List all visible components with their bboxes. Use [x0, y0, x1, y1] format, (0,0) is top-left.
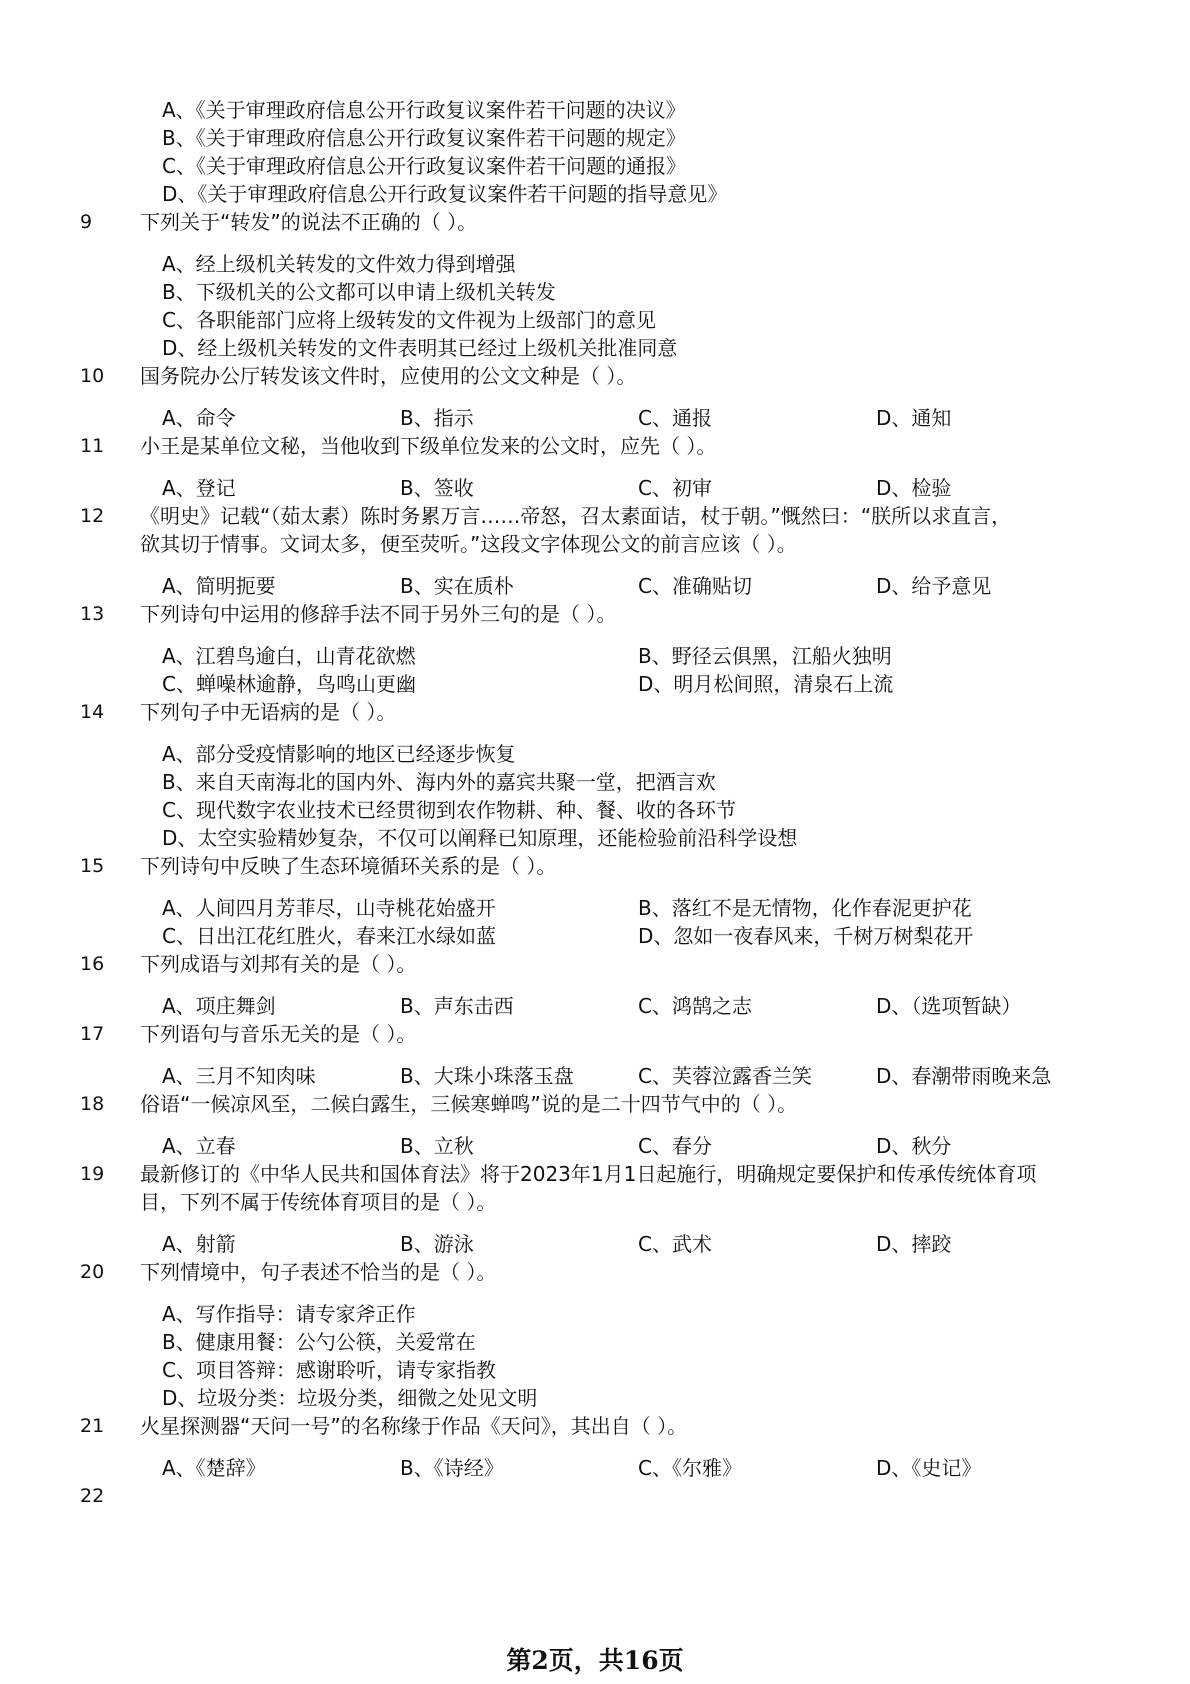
q22-number: 22 [80, 1485, 105, 1507]
q19-number: 19 [80, 1163, 105, 1185]
q20-option-d: D、垃圾分类：垃圾分类，细微之处见文明 [162, 1386, 538, 1410]
q17-option-c: C、芙蓉泣露香兰笑 [638, 1064, 812, 1088]
q18-option-b: B、立秋 [400, 1134, 474, 1158]
q15-option-d: D、忽如一夜春风来，千树万树梨花开 [638, 924, 974, 948]
q16-stem: 下列成语与刘邦有关的是（ ）。 [140, 952, 417, 976]
q14-option-a: A、部分受疫情影响的地区已经逐步恢复 [162, 742, 516, 766]
q19-option-b: B、游泳 [400, 1232, 474, 1256]
q12-option-c: C、准确贴切 [638, 574, 752, 598]
q17-option-b: B、大珠小珠落玉盘 [400, 1064, 574, 1088]
q14-option-b: B、来自天南海北的国内外、海内外的嘉宾共聚一堂，把酒言欢 [162, 770, 716, 794]
q11-option-d: D、检验 [876, 476, 952, 500]
q19-stem-continued: 目，下列不属于传统体育项目的是（ ）。 [140, 1190, 497, 1214]
q15-option-b: B、落红不是无情物，化作春泥更护花 [638, 896, 972, 920]
q13-option-c: C、蝉噪林逾静，鸟鸣山更幽 [162, 672, 416, 696]
q10-stem: 国务院办公厅转发该文件时，应使用的公文文种是（ ）。 [140, 364, 637, 388]
q12-stem-continued: 欲其切于情事。文词太多，便至荧听。”这段文字体现公文的前言应该（ ）。 [140, 532, 797, 556]
q12-option-d: D、给予意见 [876, 574, 992, 598]
q8-option-a: A、《关于审理政府信息公开行政复议案件若干问题的决议》 [162, 98, 686, 122]
q11-option-c: C、初审 [638, 476, 712, 500]
q13-option-d: D、明月松间照，清泉石上流 [638, 672, 894, 696]
q17-stem: 下列语句与音乐无关的是（ ）。 [140, 1022, 417, 1046]
q21-number: 21 [80, 1415, 105, 1437]
q9-option-d: D、经上级机关转发的文件表明其已经过上级机关批准同意 [162, 336, 678, 360]
q8-option-c: C、《关于审理政府信息公开行政复议案件若干问题的通报》 [162, 154, 686, 178]
q21-stem: 火星探测器“天问一号”的名称缘于作品《天问》，其出自（ ）。 [140, 1414, 688, 1438]
q19-option-d: D、摔跤 [876, 1232, 952, 1256]
q14-number: 14 [80, 701, 105, 723]
q13-option-a: A、江碧鸟逾白，山青花欲燃 [162, 644, 416, 668]
q11-option-b: B、签收 [400, 476, 474, 500]
q18-option-c: C、春分 [638, 1134, 712, 1158]
q20-option-c: C、项目答辩：感谢聆听，请专家指教 [162, 1358, 496, 1382]
q19-option-a: A、射箭 [162, 1232, 236, 1256]
q18-stem: 俗语“一候凉风至，二候白露生，三候寒蝉鸣”说的是二十四节气中的（ ）。 [140, 1092, 798, 1116]
q12-option-b: B、实在质朴 [400, 574, 514, 598]
q14-stem: 下列句子中无语病的是（ ）。 [140, 700, 397, 724]
q11-stem: 小王是某单位文秘，当他收到下级单位发来的公文时，应先（ ）。 [140, 434, 717, 458]
q15-number: 15 [80, 855, 105, 877]
q8-option-d: D、《关于审理政府信息公开行政复议案件若干问题的指导意见》 [162, 182, 728, 206]
q21-option-b: B、《诗经》 [400, 1456, 504, 1480]
q20-option-a: A、写作指导：请专家斧正作 [162, 1302, 416, 1326]
q13-stem: 下列诗句中运用的修辞手法不同于另外三句的是（ ）。 [140, 602, 617, 626]
q9-option-b: B、下级机关的公文都可以申请上级机关转发 [162, 280, 556, 304]
q9-number: 9 [80, 211, 93, 233]
q17-number: 17 [80, 1023, 105, 1045]
q10-option-b: B、指示 [400, 406, 474, 430]
q10-option-d: D、通知 [876, 406, 952, 430]
q15-option-c: C、日出江花红胜火，春来江水绿如蓝 [162, 924, 496, 948]
q14-option-c: C、现代数字农业技术已经贯彻到农作物耕、种、餐、收的各环节 [162, 798, 736, 822]
q15-stem: 下列诗句中反映了生态环境循环关系的是（ ）。 [140, 854, 557, 878]
q11-option-a: A、登记 [162, 476, 236, 500]
q16-option-b: B、声东击西 [400, 994, 514, 1018]
q21-option-c: C、《尔雅》 [638, 1456, 742, 1480]
q10-option-c: C、通报 [638, 406, 712, 430]
q14-option-d: D、太空实验精妙复杂，不仅可以阐释已知原理，还能检验前沿科学设想 [162, 826, 798, 850]
q21-option-a: A、《楚辞》 [162, 1456, 266, 1480]
page-footer: 第2页，共16页 [506, 1646, 684, 1675]
q18-number: 18 [80, 1093, 105, 1115]
q9-stem: 下列关于“转发”的说法不正确的（ ）。 [140, 210, 478, 234]
q12-stem: 《明史》记载“（茹太素）陈时务累万言……帝怒，召太素面诘，杖于朝。”慨然曰：“朕所以求直言， [140, 504, 1012, 528]
q16-option-d: D、（选项暂缺） [876, 994, 1022, 1018]
q18-option-d: D、秋分 [876, 1134, 952, 1158]
q16-number: 16 [80, 953, 105, 975]
q16-option-c: C、鸿鹄之志 [638, 994, 752, 1018]
q20-number: 20 [80, 1261, 105, 1283]
q12-option-a: A、简明扼要 [162, 574, 276, 598]
q13-option-b: B、野径云俱黑，江船火独明 [638, 644, 892, 668]
q11-number: 11 [80, 435, 105, 457]
q13-number: 13 [80, 603, 105, 625]
q21-option-d: D、《史记》 [876, 1456, 982, 1480]
q20-option-b: B、健康用餐：公勺公筷，关爱常在 [162, 1330, 476, 1354]
q18-option-a: A、立春 [162, 1134, 236, 1158]
q17-option-a: A、三月不知肉味 [162, 1064, 316, 1088]
q20-stem: 下列情境中，句子表述不恰当的是（ ）。 [140, 1260, 497, 1284]
q15-option-a: A、人间四月芳菲尽，山寺桃花始盛开 [162, 896, 496, 920]
q12-number: 12 [80, 505, 105, 527]
q17-option-d: D、春潮带雨晚来急 [876, 1064, 1052, 1088]
q9-option-a: A、经上级机关转发的文件效力得到增强 [162, 252, 516, 276]
q10-option-a: A、命令 [162, 406, 236, 430]
q10-number: 10 [80, 365, 105, 387]
q19-stem: 最新修订的《中华人民共和国体育法》将于2023年1月1日起施行，明确规定要保护和传承传统体育项 [140, 1162, 1037, 1186]
q9-option-c: C、各职能部门应将上级转发的文件视为上级部门的意见 [162, 308, 656, 332]
q8-option-b: B、《关于审理政府信息公开行政复议案件若干问题的规定》 [162, 126, 686, 150]
q19-option-c: C、武术 [638, 1232, 712, 1256]
q16-option-a: A、项庄舞剑 [162, 994, 276, 1018]
